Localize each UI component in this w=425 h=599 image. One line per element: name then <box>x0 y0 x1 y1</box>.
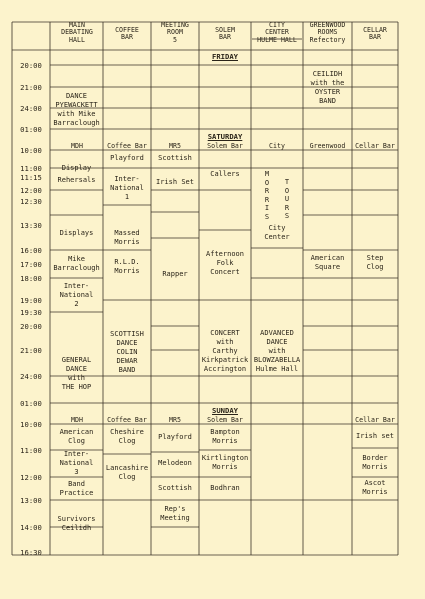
sun-sub-mdh: MDH <box>71 416 83 424</box>
sun-sub-coffee-bar: Coffee Bar <box>107 416 147 424</box>
sat-sub-solem-bar: Solem Bar <box>207 142 243 150</box>
event-sat-advanced-dance: ADVANCED DANCE with BLOWZABELLA Hulme Hall <box>253 329 301 373</box>
time-label: 19:00 <box>20 296 42 305</box>
event-sat-rld-morris: R.L.D. Morris <box>114 258 140 275</box>
time-label: 19:30 <box>20 308 42 317</box>
header-cellar-bar: CELLAR BAR <box>363 26 387 42</box>
time-label: 11:00 <box>20 446 42 455</box>
event-sun-international-3: Inter- National 3 <box>59 450 94 476</box>
time-label: 11:00 <box>20 164 42 173</box>
event-sat-scottish-dance: SCOTTISH DANCE COLIN DEWAR BAND <box>110 330 144 374</box>
time-label: 11:15 <box>20 173 42 182</box>
event-sat-mike: Mike Barraclough <box>53 255 100 272</box>
sat-sub-mdh: MDH <box>71 142 83 150</box>
header-meeting-room: MEETING ROOM 5 <box>161 21 189 44</box>
event-sat-rehersals: Rehersals <box>57 176 96 184</box>
event-sun-bampton-morris: Bampton Morris <box>210 428 240 445</box>
event-sun-kirtlington-morris: Kirtlington Morris <box>201 454 249 471</box>
time-label: 14:00 <box>20 523 42 532</box>
time-label: 18:00 <box>20 274 42 283</box>
event-sun-american-clog: American Clog <box>59 428 94 445</box>
time-label: 13:00 <box>20 496 42 505</box>
time-label: 13:30 <box>20 221 42 230</box>
event-sun-cheshire-clog: Cheshire Clog <box>110 428 144 445</box>
header-greenwood-rooms: GREENWOOD ROOMS Refectory <box>309 21 346 44</box>
time-label: 10:00 <box>20 146 42 155</box>
sat-sub-greenwood: Greenwood <box>309 142 346 150</box>
event-sat-morris: M O R R I S <box>264 170 270 221</box>
event-sat-irish-set: Irish Set <box>156 178 194 186</box>
event-fri-dance: DANCE PYEWACKETT with Mike Barraclough <box>53 92 100 127</box>
time-label: 16:00 <box>20 246 42 255</box>
event-sun-reps-meeting: Rep's Meeting <box>160 505 190 522</box>
time-label: 01:00 <box>20 399 42 408</box>
sun-sub-solem-bar: Solem Bar <box>207 416 243 424</box>
event-sat-american-square: American Square <box>310 254 345 271</box>
time-label: 20:00 <box>20 322 42 331</box>
event-sat-concert: CONCERT with Carthy Kirkpatrick Accrington <box>201 329 249 373</box>
event-sat-playford: Playford <box>110 154 144 162</box>
header-main-debating-hall: MAIN DEBATING HALL <box>61 21 93 44</box>
event-sat-rapper: Rapper <box>162 270 188 278</box>
event-sat-international-1: Inter- National 1 <box>110 175 144 201</box>
time-label: 12:00 <box>20 186 42 195</box>
sun-sub-cellar-bar: Cellar Bar <box>355 416 395 424</box>
time-label: 16:30 <box>20 548 42 557</box>
event-sat-tours: T O U R S <box>284 178 290 221</box>
header-city-center: CITY CENTER HULME HALL <box>257 21 297 44</box>
day-friday: FRIDAY <box>212 52 238 61</box>
event-sun-band-practice: Band Practice <box>59 480 94 497</box>
day-saturday: SATURDAY <box>207 132 243 141</box>
event-sat-callers: Callers <box>210 170 240 178</box>
event-sat-city-center: City Center <box>264 224 290 241</box>
event-sat-scottish: Scottish <box>158 154 192 162</box>
event-sat-massed-morris: Massed Morris <box>114 229 140 246</box>
header-coffee-bar: COFFEE BAR <box>115 26 139 42</box>
event-sun-lancashire-clog: Lancashire Clog <box>105 464 149 481</box>
event-sun-melodeon: Melodeon <box>158 459 192 467</box>
event-fri-ceilidh: CEILIDH with the OYSTER BAND <box>310 70 345 105</box>
event-sun-playford: Playford <box>158 433 192 441</box>
event-sat-afternoon-concert: Afternoon Folk Concert <box>206 250 244 276</box>
event-sat-step-clog: Step Clog <box>366 254 384 271</box>
header-solem-bar: SOLEM BAR <box>215 26 235 42</box>
time-label: 21:00 <box>20 83 42 92</box>
event-sat-display: Display <box>61 164 92 172</box>
day-sunday: SUNDAY <box>212 406 238 415</box>
event-sat-general-dance: GENERAL DANCE with THE HOP <box>61 356 92 391</box>
event-sat-displays: Displays <box>59 229 94 237</box>
event-sat-international-2: Inter- National 2 <box>59 282 94 308</box>
time-label: 01:00 <box>20 125 42 134</box>
time-label: 24:00 <box>20 372 42 381</box>
time-label: 20:00 <box>20 61 42 70</box>
sat-sub-cellar-bar: Cellar Bar <box>355 142 395 150</box>
time-label: 24:00 <box>20 104 42 113</box>
event-sun-ascot-morris: Ascot Morris <box>362 479 388 496</box>
time-label: 21:00 <box>20 346 42 355</box>
time-label: 12:00 <box>20 473 42 482</box>
sat-sub-city: City <box>269 142 285 150</box>
time-label: 17:00 <box>20 260 42 269</box>
time-label: 10:00 <box>20 420 42 429</box>
event-sun-irish-set: Irish set <box>356 432 394 440</box>
sat-sub-coffee-bar: Coffee Bar <box>107 142 147 150</box>
event-sun-bodhran: Bodhran <box>210 484 240 492</box>
time-label: 12:30 <box>20 197 42 206</box>
sun-sub-mr5: MR5 <box>169 416 181 424</box>
sat-sub-mr5: MR5 <box>169 142 181 150</box>
event-sun-border-morris: Border Morris <box>362 454 388 471</box>
event-sun-survivors-ceilidh: Survivors Ceilidh <box>57 515 96 532</box>
event-sun-scottish: Scottish <box>158 484 192 492</box>
